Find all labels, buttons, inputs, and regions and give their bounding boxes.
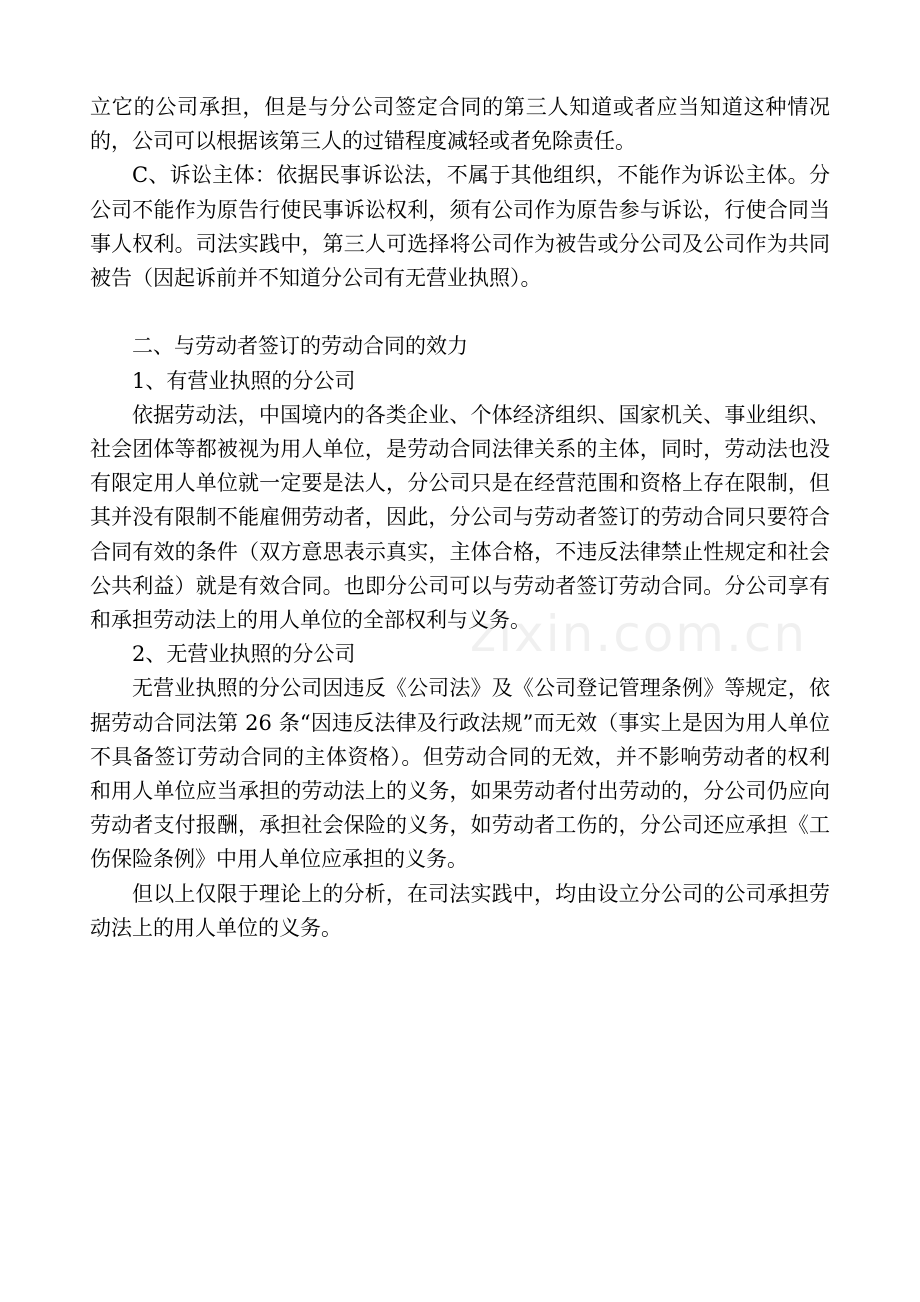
subsection-heading-licensed: 1、有营业执照的分公司 [132,368,356,393]
paragraph-licensed-branch: 依据劳动法，中国境内的各类企业、个体经济组织、国家机关、事业组织、社会团体等都被视为用人单位，是劳动合同法律关系的主体，同时，劳动法也没有限定用人单位就一定要是法人，分公司只是在经营范围和资格上存在限制，但其并没有限制不能雇佣劳动者，因此，分公司与劳动者签订的劳动合同只要符合合同有效的条件（双方意思表示真实，主体合格，不违反法律禁止性规定和社会公共利益）就是有效合同。也即分公司可以与劳动者签订劳动合同。分公司享有和承担劳动法上的用人单位的全部权利与义务。 [90,402,830,633]
document-body [90,90,830,945]
paragraph-litigation-subject: C、诉讼主体：依据民事诉讼法，不属于其他组织，不能作为诉讼主体。分公司不能作为原告行使民事诉讼权利，须有公司作为原告参与诉讼，行使合同当事人权利。司法实践中，第三人可选择将公司作为被告或分公司及公司作为共同被告（因起诉前并不知道分公司有无营业执照）。 [90,163,830,291]
paragraph-continuation: 立它的公司承担，但是与分公司签定合同的第三人知道或者应当知道这种情况的，公司可以根据该第三人的过错程度减轻或者免除责任。 [90,95,830,154]
subsection-heading-unlicensed: 2、无营业执照的分公司 [132,642,356,667]
watermark: zixin.com.cn [470,605,808,663]
paragraph-unlicensed-branch: 无营业执照的分公司因违反《公司法》及《公司登记管理条例》等规定，依据劳动合同法第 26 条“因违反法律及行政法规”而无效（事实上是因为用人单位不具备签订劳动合同的主体资格）。但劳动合同的无效，并不影响劳动者的权利和用人单位应当承担的劳动法上的义务，如果劳动者付出劳动的，分公司仍应向劳动者支付报酬，承担社会保险的义务，如劳动者工伤的，分公司还应承担《工伤保险条例》中用人单位应承担的义务。 [90,676,830,872]
paragraph-conclusion: 但以上仅限于理论上的分析，在司法实践中，均由设立分公司的公司承担劳动法上的用人单位的义务。 [90,881,830,940]
section-heading: 二、与劳动者签订的劳动合同的效力 [132,334,468,359]
blank-line [90,295,830,329]
